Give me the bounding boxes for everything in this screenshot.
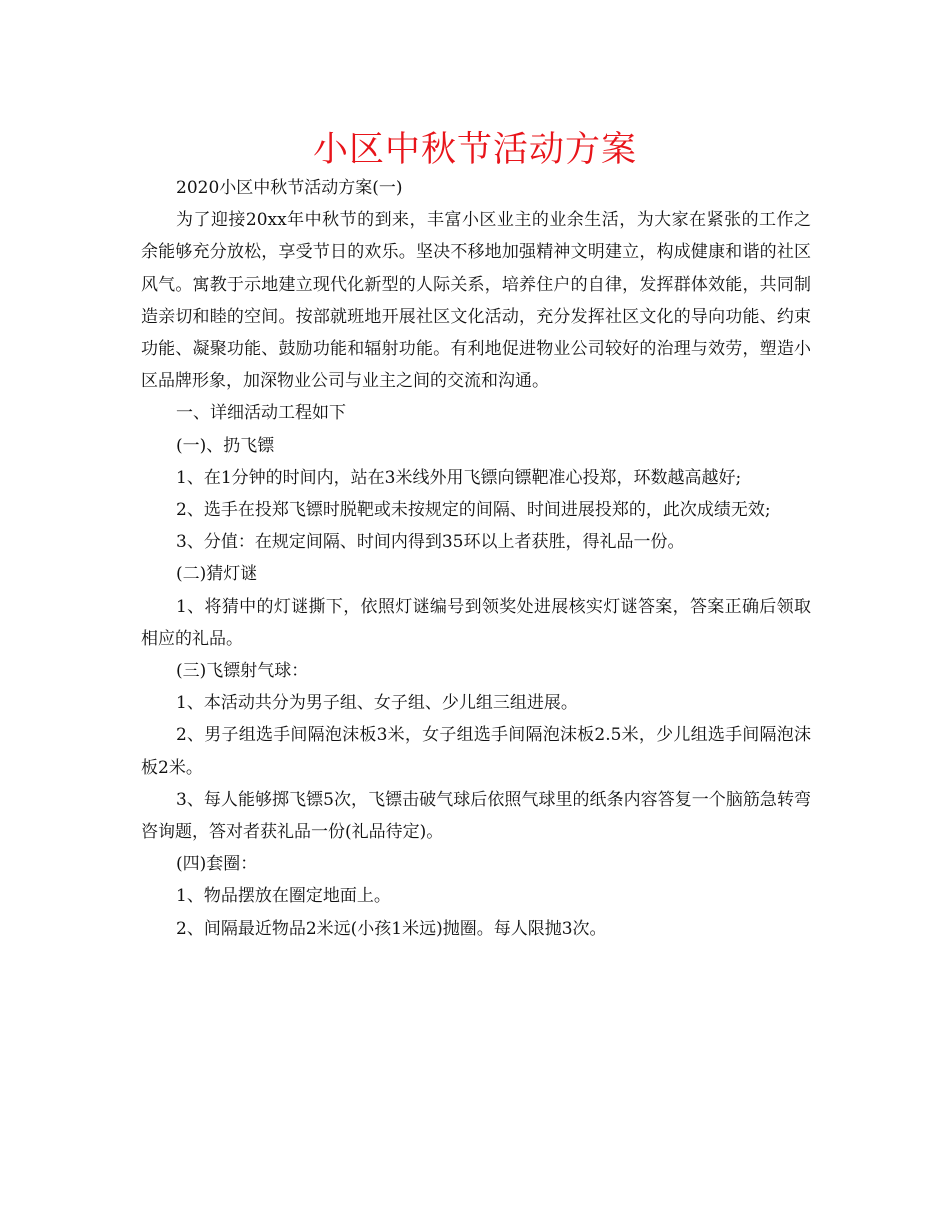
list-item: 3、分值：在规定间隔、时间内得到35环以上者获胜，得礼品一份。 [176, 532, 685, 553]
list-item: 1、将猜中的灯谜撕下，依照灯谜编号到领奖处进展核实灯谜答案，答案正确后领取相应的礼品。 [141, 596, 811, 649]
list-item: 2、间隔最近物品2米远(小孩1米远)抛圈。每人限抛3次。 [176, 918, 607, 939]
subsection-heading: (二)猜灯谜 [176, 564, 258, 585]
subsection-heading: (四)套圈： [176, 854, 258, 875]
list-item: 2、选手在投郑飞镖时脱靶或未按规定的间隔、时间进展投郑的，此次成绩无效; [176, 500, 771, 521]
list-item: 1、本活动共分为男子组、女子组、少儿组三组进展。 [176, 693, 578, 714]
list-item: 2、男子组选手间隔泡沫板3米，女子组选手间隔泡沫板2.5米，少儿组选手间隔泡沫板2米。 [141, 725, 811, 778]
list-item: 1、在1分钟的时间内，站在3米线外用飞镖向镖靶准心投郑，环数越高越好; [176, 467, 742, 488]
subtitle-paragraph: 2020小区中秋节活动方案(一) [176, 178, 403, 198]
document-title: 小区中秋节活动方案 [312, 130, 637, 170]
document-body [141, 172, 811, 945]
section-heading: 一、详细活动工程如下 [176, 403, 346, 424]
intro-paragraph: 为了迎接20xx年中秋节的到来，丰富小区业主的业余生活，为大家在紧张的工作之余能够充分放松，享受节日的欢乐。坚决不移地加强精神文明建立，构成健康和谐的社区风气。寓教于示地建立现代化新型的人际关系，培养住户的自律，发挥群体效能，共同制造亲切和睦的空间。按部就班地开展社区文化活动，充分发挥社区文化的导向功能、约束功能、凝聚功能、鼓励功能和辐射功能。有利地促进物业公司较好的治理与效劳，塑造小区品牌形象，加深物业公司与业主之间的交流和沟通。 [141, 210, 811, 392]
subsection-heading: (三)飞镖射气球： [176, 661, 309, 682]
list-item: 3、每人能够掷飞镖5次，飞镖击破气球后依照气球里的纸条内容答复一个脑筋急转弯咨询题，答对者获礼品一份(礼品待定)。 [141, 789, 811, 843]
list-item: 1、物品摆放在圈定地面上。 [176, 886, 391, 907]
subsection-heading: (一)、扔飞镖 [176, 435, 275, 456]
